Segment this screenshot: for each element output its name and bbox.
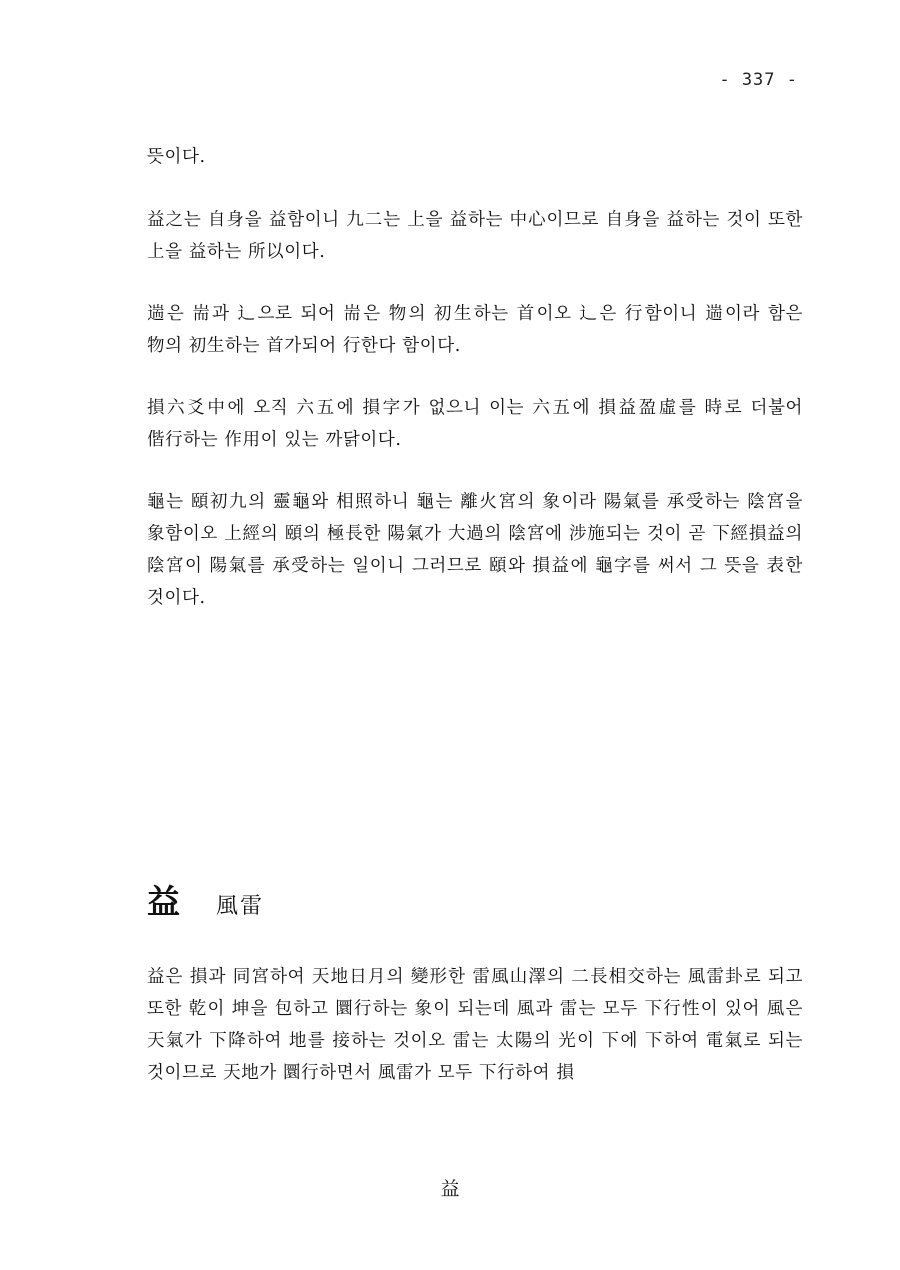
footer-label: 益 [440, 1178, 460, 1200]
section-subtitle: 風雷 [216, 894, 265, 919]
paragraph-ikji: 益之는 自身을 益함이니 九二는 上을 益하는 中心이므로 自身을 益하는 것이 또한 上을 益하는 所以이다. [147, 210, 803, 262]
section-body-paragraph: 益은 損과 同宮하여 天地日月의 變形한 雷風山澤의 二長相交하는 風雷卦로 되고 또한 乾이 坤을 包하고 圜行하는 象이 되는데 風과 雷는 모두 下行性이 있어 風은 天氣가 下降하여 地를 接하는 것이오 雷는 太陽의 光이 下에 下하여 電氣로 되는 것이므로 天地가 圜行하면서 風雷가 모두 下行하여 損 [147, 967, 803, 1083]
paragraph-son-six-lines: 損六爻中에 오직 六五에 損字가 없으니 이는 六五에 損益盈虛를 時로 더불어 偕行하는 作用이 있는 까닭이다. [147, 398, 803, 450]
paragraph-continuation: 뜻이다. [147, 147, 206, 167]
paragraph-cheon: 遄은 耑과 辶으로 되어 耑은 物의 初生하는 首이오 辶은 行함이니 遄이라 함은 物의 初生하는 首가되어 行한다 함이다. [147, 304, 803, 356]
page-number: - 337 - [719, 70, 798, 90]
section-heading [147, 880, 264, 924]
paragraph-turtle: 龜는 頤初九의 靈龜와 相照하니 龜는 離火宮의 象이라 陽氣를 承受하는 陰宮을 象함이오 上經의 頤의 極長한 陽氣가 大過의 陰宮에 涉施되는 것이 곧 下經損益의 陰宮이 陽氣를 承受하는 일이니 그러므로 頤와 損益에 龜字를 써서 그 뜻을 表한 것이다. [147, 492, 803, 608]
section-title: 益 [147, 882, 180, 921]
